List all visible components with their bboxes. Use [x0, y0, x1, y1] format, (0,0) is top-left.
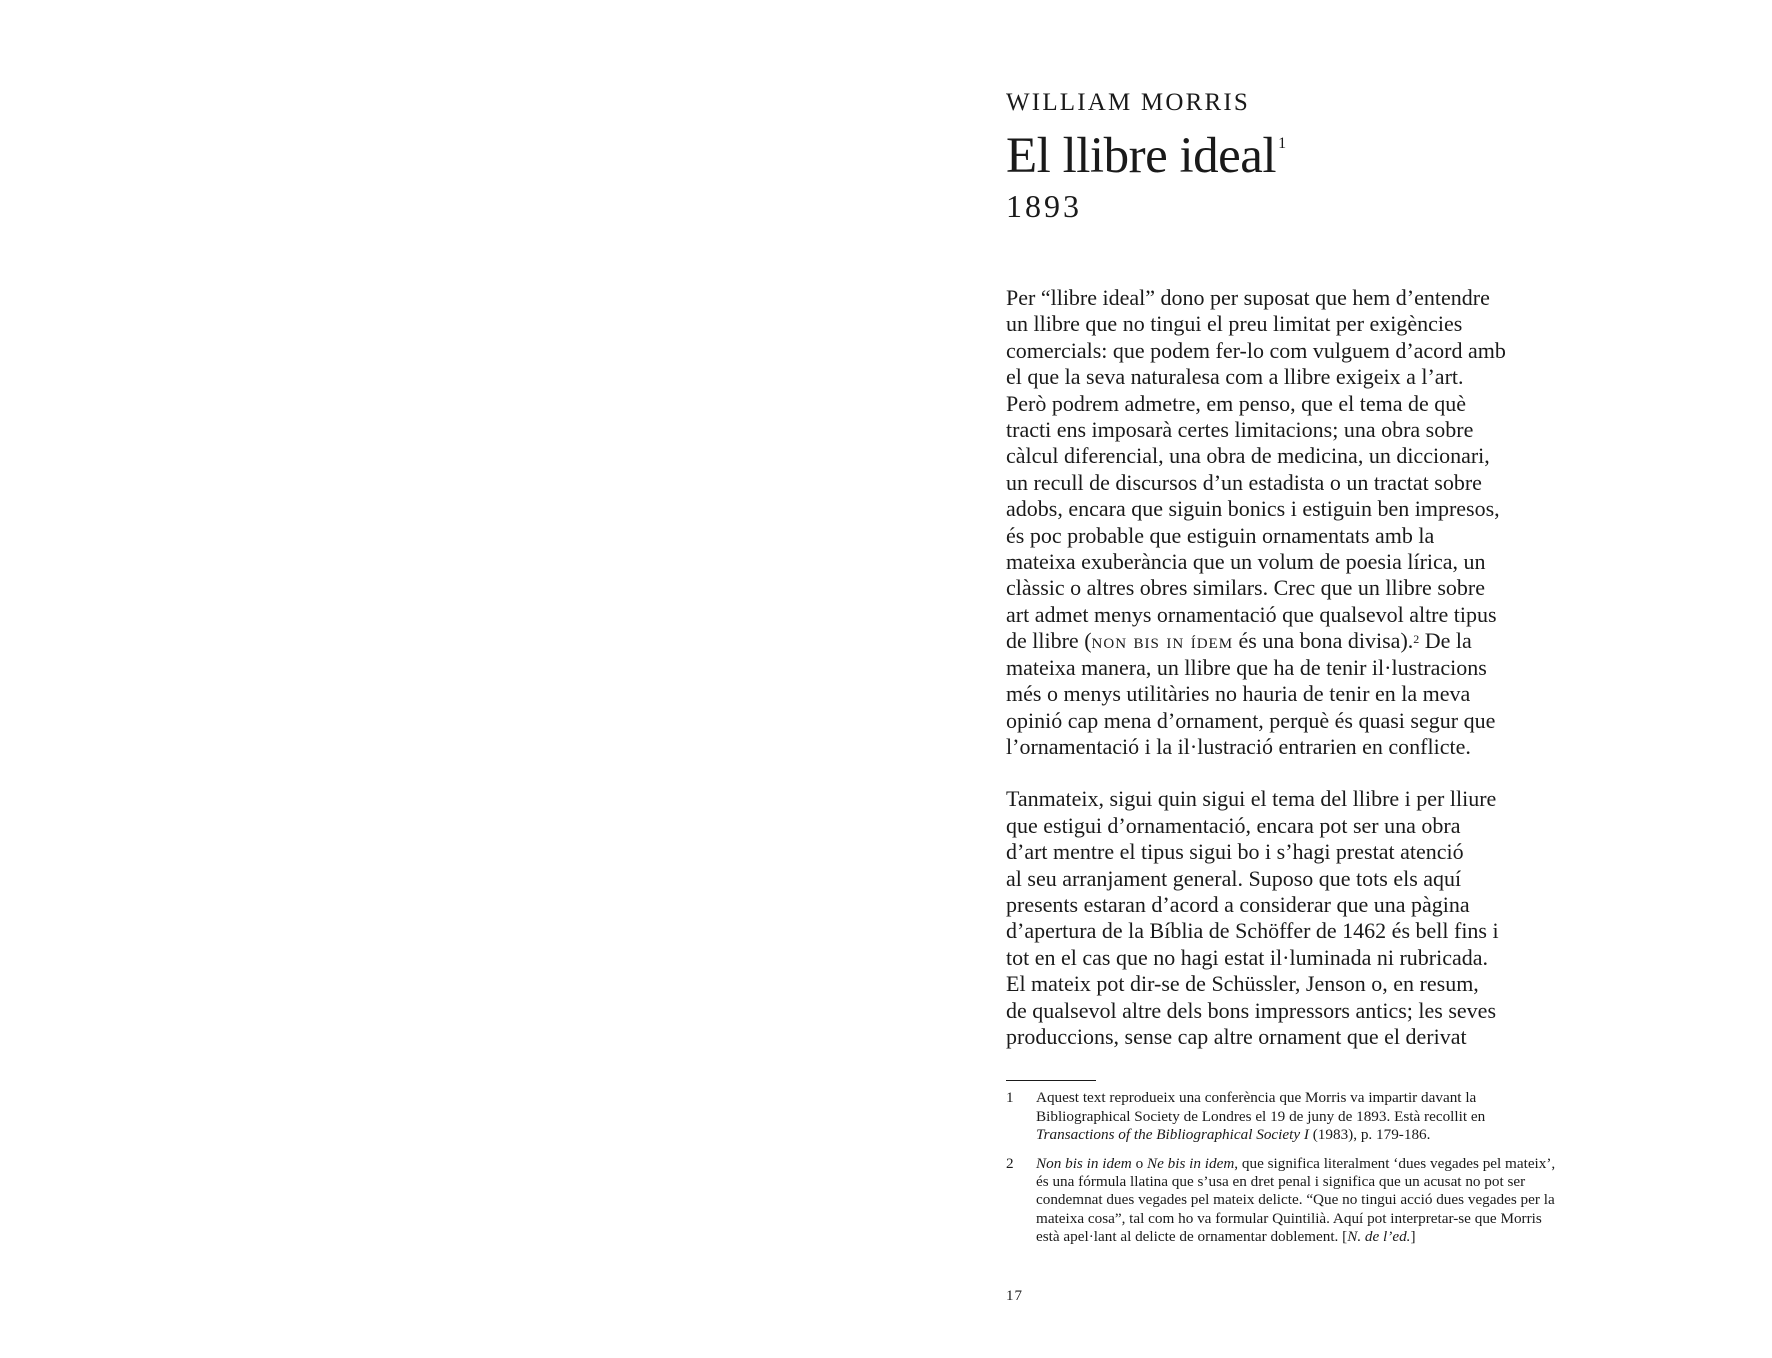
chapter-title	[1006, 122, 1566, 184]
text-line: càlcul diferencial, una obra de medicina, un diccionari,	[1006, 443, 1490, 469]
footnote-1	[1006, 1089, 1566, 1144]
footnote-latin: Ne bis in idem	[1146, 1154, 1235, 1172]
text-segment: De la	[1419, 628, 1472, 654]
footnote-text: ]	[1410, 1228, 1416, 1246]
text-line: tot en el cas que no hagi estat il·luminada ni rubricada.	[1006, 944, 1489, 970]
footnote-text: Aquest text reprodueix una conferència que Morris va impartir davant la Bibliographical Society de Londres el 19 de juny de 1893. Està recollit en	[1036, 1089, 1486, 1125]
text-line: Per “llibre ideal” dono per suposat que hem d’entendre	[1006, 285, 1490, 310]
paragraph-1	[1006, 285, 1566, 760]
footnote-2	[1006, 1155, 1566, 1247]
page-number: 17	[1006, 1288, 1023, 1304]
latin-phrase: non bis in ídem	[1091, 628, 1234, 654]
footnote-ref-2: 2	[1413, 632, 1420, 647]
footnote-text: (1983), p. 179-186.	[1308, 1126, 1431, 1144]
text-line: el que la seva naturalesa com a llibre exigeix a l’art.	[1006, 364, 1464, 390]
footnote-ref-1: 1	[1278, 135, 1286, 152]
editor-note: N. de l’ed.	[1347, 1228, 1411, 1246]
text-line: de qualsevol altre dels bons impressors antics; les seves	[1006, 997, 1497, 1023]
text-line: és poc probable que estiguin ornamentats amb la	[1006, 522, 1435, 548]
footnote-latin: Non bis in idem	[1036, 1154, 1132, 1172]
text-line: presents estaran d’acord a considerar que una pàgina	[1006, 891, 1470, 917]
chapter-title-text: El llibre ideal	[1006, 128, 1277, 184]
text-line: un recull de discursos d’un estadista o un tractat sobre	[1006, 469, 1482, 495]
paragraph-2	[1006, 786, 1566, 1050]
footnote-number: 1	[1006, 1089, 1014, 1107]
text-line: al seu arranjament general. Suposo que tots els aquí	[1006, 865, 1462, 891]
text-line: Però podrem admetre, em penso, que el tema de què	[1006, 390, 1467, 416]
text-line: produccions, sense cap altre ornament que el derivat	[1006, 1023, 1467, 1049]
text-line: l’ornamentació i la il·lustració entrarien en conflicte.	[1006, 733, 1471, 759]
footnote-text: , que significa literalment ‘dues vegades pel mateix’, és una fórmula llatina que s’usa en dret penal i significa que un acusat no pot ser condemnat dues vegades pel mateix delicte. “Que no tingui acció dues vegades per la mateixa cosa”, tal com ho va formular Quintilià. Aquí pot interpretar-se que Morris està apel·lant al delicte de ornamentar doblement. [	[1036, 1154, 1556, 1246]
text-line: El mateix pot dir-se de Schüssler, Jenson o, en resum,	[1006, 971, 1479, 997]
text-line: mateixa exuberància que un volum de poesia lírica, un	[1006, 549, 1486, 575]
text-line: més o menys utilitàries no hauria de tenir en la meva	[1006, 681, 1471, 707]
footnote-number: 2	[1006, 1154, 1014, 1172]
body-text	[1006, 285, 1566, 1050]
text-line: tracti ens imposarà certes limitacions; una obra sobre	[1006, 417, 1474, 443]
text-line: d’apertura de la Bíblia de Schöffer de 1462 és bell fins i	[1006, 918, 1499, 944]
text-line: un llibre que no tingui el preu limitat per exigències	[1006, 311, 1463, 337]
text-segment: de llibre (	[1006, 628, 1092, 654]
text-line: d’art mentre el tipus sigui bo i s’hagi prestat atenció	[1006, 839, 1464, 865]
text-block	[1006, 84, 1566, 1247]
footnotes	[1006, 1089, 1566, 1246]
text-line: mateixa manera, un llibre que ha de tenir il·lustracions	[1006, 654, 1487, 680]
text-line-with-footnote	[1006, 628, 1566, 654]
text-line: opinió cap mena d’ornament, perquè és quasi segur que	[1006, 707, 1496, 733]
right-page	[886, 0, 1772, 1358]
text-line: Tanmateix, sigui quin sigui el tema del llibre i per lliure	[1006, 786, 1497, 812]
text-line: que estigui d’ornamentació, encara pot ser una obra	[1006, 812, 1461, 838]
text-line: adobs, encara que siguin bonics i estiguin ben impresos,	[1006, 496, 1500, 522]
text-segment: és una bona divisa).	[1233, 628, 1414, 654]
footnote-separator	[1006, 1080, 1096, 1081]
text-line: clàssic o altres obres similars. Crec que un llibre sobre	[1006, 575, 1485, 601]
text-line: comercials: que podem fer-lo com vulguem d’acord amb	[1006, 337, 1506, 363]
author-name: WILLIAM MORRIS	[1006, 89, 1250, 116]
chapter-year: 1893	[1006, 188, 1082, 224]
text-line: art admet menys ornamentació que qualsevol altre tipus	[1006, 601, 1497, 627]
footnote-text: o	[1131, 1154, 1147, 1172]
footnote-citation: Transactions of the Bibliographical Society I	[1036, 1126, 1309, 1144]
